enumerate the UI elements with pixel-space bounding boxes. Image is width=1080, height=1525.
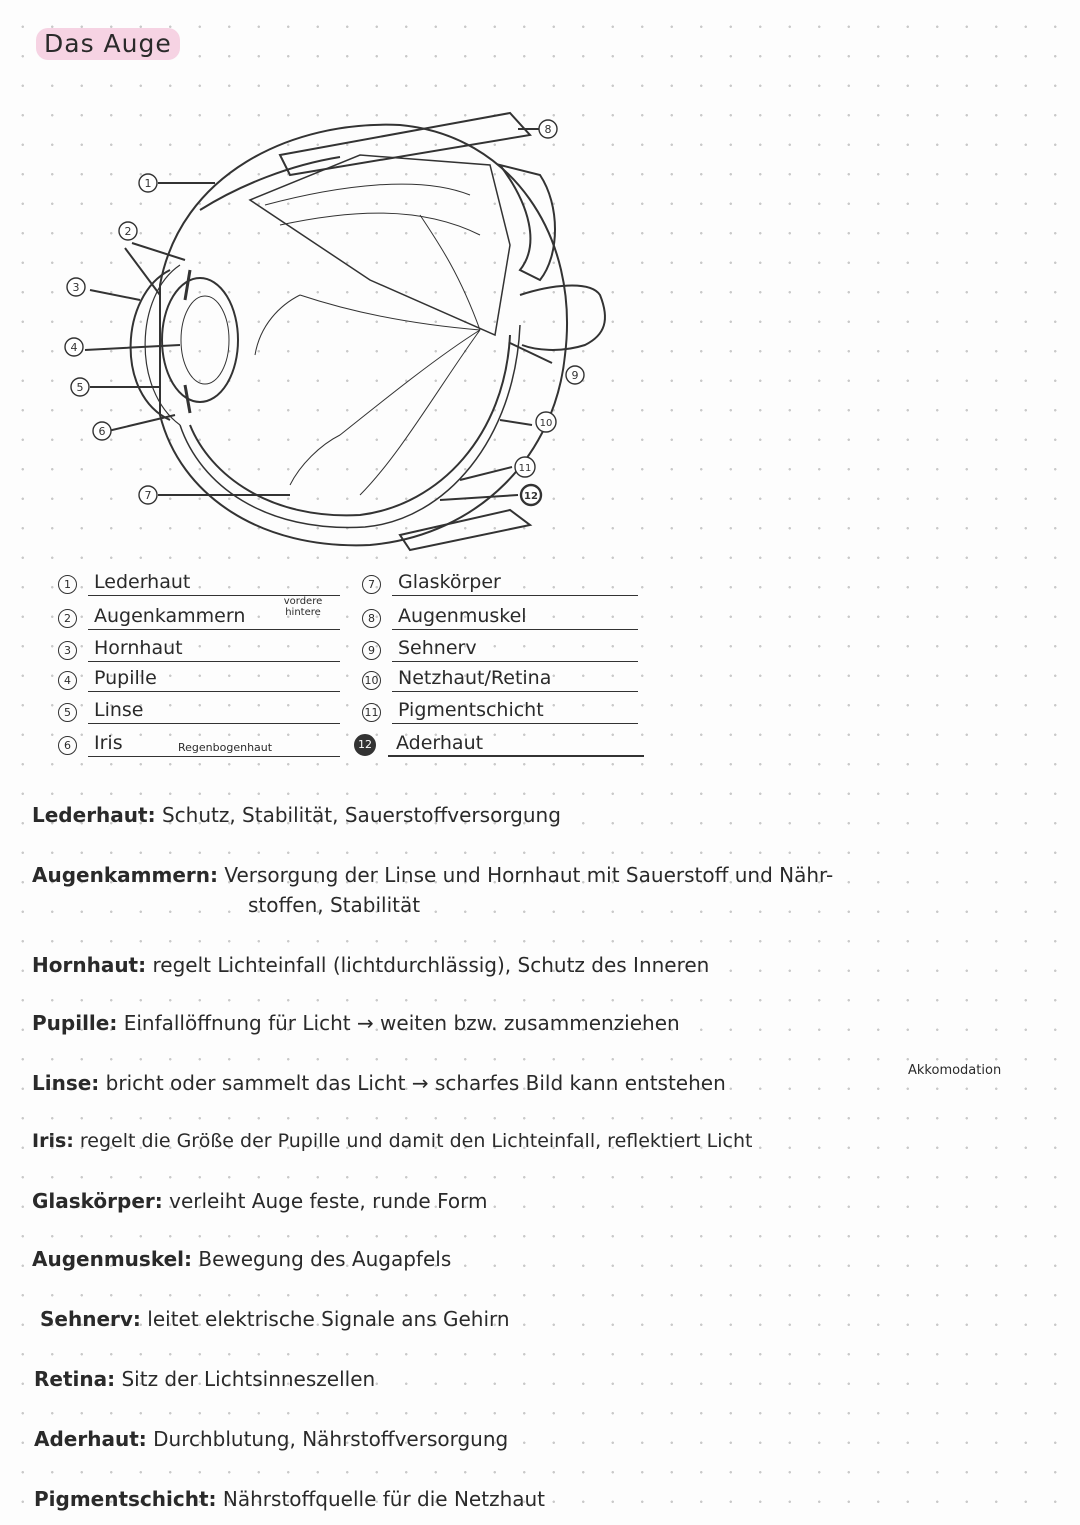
legend-label: Iris <box>94 732 123 754</box>
eye-muscle-top <box>280 113 530 175</box>
legend-number: 4 <box>58 671 77 690</box>
legend-label: Sehnerv <box>398 637 477 659</box>
legend-label: Lederhaut <box>94 571 191 593</box>
legend-label: Linse <box>94 699 144 721</box>
callout-5 <box>71 378 89 396</box>
legend-item-11 <box>362 699 638 724</box>
svg-text:11: 11 <box>518 463 532 474</box>
page-title: Das Auge <box>36 28 180 60</box>
note-aderhaut: Aderhaut: Durchblutung, Nährstoffversorgung <box>34 1427 509 1451</box>
callout-4 <box>65 338 83 356</box>
legend-label: Augenmuskel <box>398 605 527 627</box>
legend-number: 6 <box>58 736 77 755</box>
callout-1 <box>139 174 157 192</box>
legend-item-1 <box>58 571 340 596</box>
legend-item-8 <box>362 605 638 630</box>
legend-label: Augenkammern <box>94 605 246 627</box>
note-linse: Linse: bricht oder sammelt das Licht → scharfes Bild kann entstehen <box>32 1071 726 1095</box>
legend-label: Glaskörper <box>398 571 501 593</box>
note-sehnerv: Sehnerv: leitet elektrische Signale ans Gehirn <box>40 1307 510 1331</box>
callout-10 <box>536 412 556 432</box>
augenkammern-note: vordere hintere <box>283 596 323 618</box>
svg-text:10: 10 <box>539 418 553 429</box>
eye-diagram <box>40 95 660 565</box>
svg-text:1: 1 <box>144 177 152 190</box>
legend-label: Netzhaut/Retina <box>398 667 552 689</box>
callout-6 <box>93 422 111 440</box>
note-augenkammern-cont: stoffen, Stabilität <box>248 893 421 917</box>
callout-8 <box>539 120 557 138</box>
note-augenmuskel: Augenmuskel: Bewegung des Augapfels <box>32 1247 452 1271</box>
legend-label: Hornhaut <box>94 637 183 659</box>
callout-9 <box>566 366 584 384</box>
legend-label: Aderhaut <box>396 732 484 754</box>
retina-outline <box>180 325 520 528</box>
svg-text:2: 2 <box>124 225 132 238</box>
note-pigmentschicht: Pigmentschicht: Nährstoffquelle für die Netzhaut <box>34 1487 546 1511</box>
legend-label: Pupille <box>94 667 157 689</box>
legend-number: 1 <box>58 575 77 594</box>
legend-number: 9 <box>362 641 381 660</box>
legend-item-7 <box>362 571 638 596</box>
legend-number: 2 <box>58 609 77 628</box>
callout-3 <box>67 278 85 296</box>
akkomodation-note: Akkomodation <box>908 1063 1002 1078</box>
iris-note: Regenbogenhaut <box>178 741 273 754</box>
legend-number: 8 <box>362 609 381 628</box>
legend-item-9 <box>362 637 638 662</box>
legend-number: 5 <box>58 703 77 722</box>
callout-12 <box>521 485 541 505</box>
legend-item-10 <box>362 667 638 692</box>
sclera-outline <box>160 125 567 546</box>
legend-item-12 <box>354 732 644 757</box>
legend-label: Pigmentschicht <box>398 699 544 721</box>
svg-text:3: 3 <box>72 281 80 294</box>
legend-number: 10 <box>362 671 381 690</box>
svg-text:6: 6 <box>98 425 106 438</box>
svg-text:4: 4 <box>70 341 78 354</box>
legend-item-3 <box>58 637 340 662</box>
svg-text:9: 9 <box>571 369 579 382</box>
note-iris: Iris: regelt die Größe der Pupille und damit den Lichteinfall, reflektiert Licht <box>32 1130 753 1152</box>
vessels <box>255 215 480 495</box>
legend-number: 7 <box>362 575 381 594</box>
legend-number: 3 <box>58 641 77 660</box>
legend-item-4 <box>58 667 340 692</box>
optic-nerve <box>520 286 605 350</box>
note-lederhaut: Lederhaut: Schutz, Stabilität, Sauerstoffversorgung <box>32 803 561 827</box>
svg-text:7: 7 <box>144 489 152 502</box>
callout-2 <box>119 222 137 240</box>
callout-11 <box>515 457 535 477</box>
svg-text:5: 5 <box>76 381 84 394</box>
legend-item-5 <box>58 699 340 724</box>
note-pupille: Pupille: Einfallöffnung für Licht → weiten bzw. zusammenziehen <box>32 1011 680 1035</box>
note-retina: Retina: Sitz der Lichtsinneszellen <box>34 1367 376 1391</box>
callout-7 <box>139 486 157 504</box>
svg-text:8: 8 <box>544 123 552 136</box>
iris <box>185 270 190 413</box>
note-glaskoerper: Glaskörper: verleiht Auge feste, runde Form <box>32 1189 488 1213</box>
legend-number: 11 <box>362 703 381 722</box>
legend-number: 12 <box>354 734 376 756</box>
note-augenkammern: Augenkammern: Versorgung der Linse und Hornhaut mit Sauerstoff und Nähr- <box>32 863 834 887</box>
note-hornhaut: Hornhaut: regelt Lichteinfall (lichtdurchlässig), Schutz des Inneren <box>32 953 710 977</box>
svg-text:12: 12 <box>524 491 538 502</box>
eye-muscle-side <box>500 165 555 280</box>
